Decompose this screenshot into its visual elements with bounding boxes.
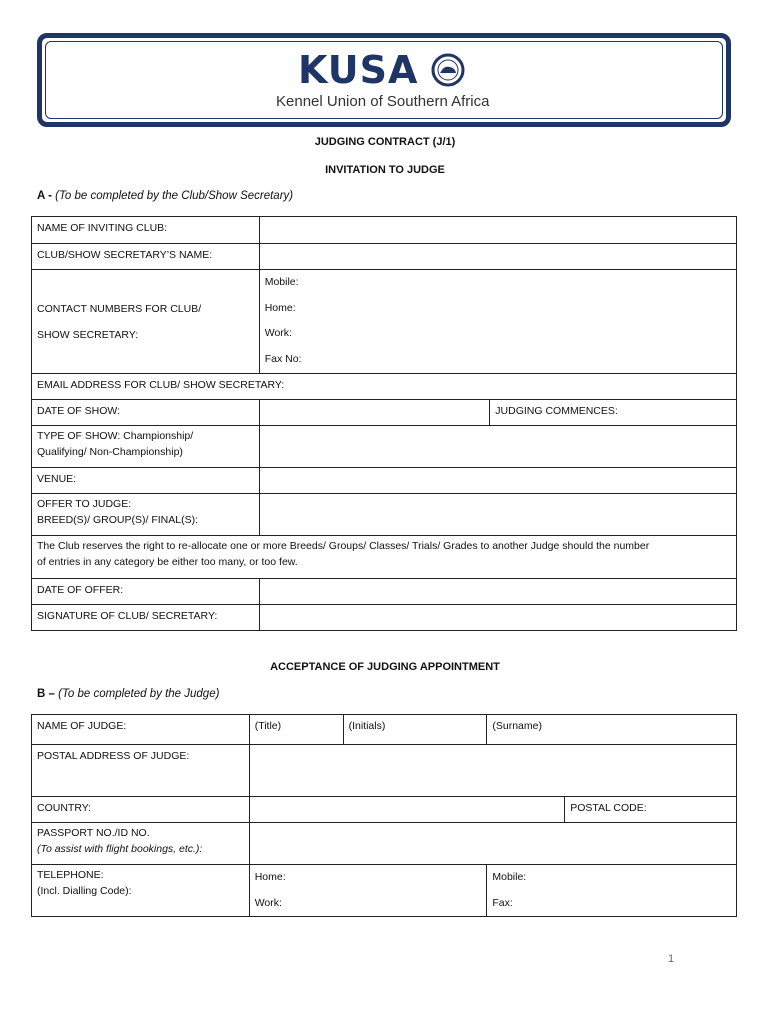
table-row xyxy=(32,536,737,579)
type-of-show-field[interactable] xyxy=(259,426,736,468)
offer-label-line1: OFFER TO JUDGE: xyxy=(37,498,132,510)
section-a-note: (To be completed by the Club/Show Secretary) xyxy=(55,190,294,202)
telephone-label-line1: TELEPHONE: xyxy=(37,869,104,881)
acceptance-title: ACCEPTANCE OF JUDGING APPOINTMENT xyxy=(270,661,500,673)
section-b-table xyxy=(31,714,737,917)
table-row xyxy=(32,270,737,374)
offer-to-judge-label xyxy=(32,494,260,536)
postal-address-label: POSTAL ADDRESS OF JUDGE: xyxy=(32,745,250,797)
judge-title-field[interactable]: (Title) xyxy=(249,715,343,745)
postal-address-field[interactable] xyxy=(249,745,736,797)
table-row xyxy=(32,605,737,631)
date-of-show-label: DATE OF SHOW: xyxy=(32,400,260,426)
contact-numbers-field[interactable] xyxy=(259,270,736,374)
section-b-heading xyxy=(37,688,219,700)
fax-label: Fax No: xyxy=(264,352,302,365)
passport-label-line1: PASSPORT NO./ID NO. xyxy=(37,827,150,839)
venue-field[interactable] xyxy=(259,468,736,494)
reallocation-notice xyxy=(32,536,737,579)
reallocation-line2: of entries in any category be either too many, or too few. xyxy=(37,556,298,568)
judging-commences-field[interactable]: JUDGING COMMENCES: xyxy=(490,400,737,426)
venue-label: VENUE: xyxy=(32,468,260,494)
table-row xyxy=(32,823,737,865)
signature-field[interactable] xyxy=(259,605,736,631)
invitation-title: INVITATION TO JUDGE xyxy=(325,164,445,176)
email-field[interactable]: EMAIL ADDRESS FOR CLUB/ SHOW SECRETARY: xyxy=(32,374,737,400)
date-of-show-field[interactable] xyxy=(259,400,490,426)
passport-label xyxy=(32,823,250,865)
judge-fax-label: Fax: xyxy=(492,896,513,909)
table-row xyxy=(32,374,737,400)
table-row xyxy=(32,865,737,917)
work-label: Work: xyxy=(264,327,292,339)
date-of-offer-field[interactable] xyxy=(259,579,736,605)
mobile-label: Mobile: xyxy=(264,276,299,288)
judge-mobile-label: Mobile: xyxy=(492,871,527,883)
name-of-judge-label: NAME OF JUDGE: xyxy=(32,715,250,745)
table-row xyxy=(32,244,737,270)
table-row xyxy=(32,217,737,244)
table-row xyxy=(32,797,737,823)
table-row xyxy=(32,745,737,797)
table-row xyxy=(32,579,737,605)
telephone-mobile-fax-field[interactable] xyxy=(487,865,737,917)
offer-to-judge-field[interactable] xyxy=(259,494,736,536)
table-row xyxy=(32,400,737,426)
section-b-note: (To be completed by the Judge) xyxy=(58,688,220,700)
table-row xyxy=(32,468,737,494)
section-a-heading xyxy=(37,190,293,202)
signature-label: SIGNATURE OF CLUB/ SECRETARY: xyxy=(32,605,260,631)
judge-surname-field[interactable]: (Surname) xyxy=(487,715,737,745)
home-label: Home: xyxy=(264,301,296,314)
kusa-logo: KUSA xyxy=(298,48,419,92)
section-a-letter: A - xyxy=(37,190,52,202)
country-field[interactable] xyxy=(249,797,565,823)
judge-home-label: Home: xyxy=(254,871,286,883)
table-row xyxy=(32,426,737,468)
country-label: COUNTRY: xyxy=(32,797,250,823)
page-number: 1 xyxy=(668,953,675,965)
inviting-club-field[interactable] xyxy=(259,217,736,244)
judge-work-label: Work: xyxy=(254,896,282,909)
telephone-home-work-field[interactable] xyxy=(249,865,487,917)
judge-initials-field[interactable]: (Initials) xyxy=(343,715,487,745)
table-row xyxy=(32,715,737,745)
contact-label-line1: CONTACT NUMBERS FOR CLUB/ xyxy=(37,302,202,315)
table-row xyxy=(32,494,737,536)
inviting-club-label: NAME OF INVITING CLUB: xyxy=(32,217,260,244)
header-tagline: Kennel Union of Southern Africa xyxy=(276,93,490,110)
contact-label-line2: SHOW SECRETARY: xyxy=(37,328,139,341)
date-of-offer-label: DATE OF OFFER: xyxy=(32,579,260,605)
passport-label-line2: (To assist with flight bookings, etc.): xyxy=(37,843,203,855)
telephone-label xyxy=(32,865,250,917)
section-a-table xyxy=(31,216,737,631)
type-label-line2: Qualifying/ Non-Championship) xyxy=(37,446,183,458)
secretary-name-label: CLUB/SHOW SECRETARY’S NAME: xyxy=(32,244,260,270)
section-b-letter: B – xyxy=(37,688,55,700)
postal-code-field[interactable]: POSTAL CODE: xyxy=(565,797,737,823)
type-label-line1: TYPE OF SHOW: Championship/ xyxy=(37,430,194,442)
reallocation-line1: The Club reserves the right to re-allocate one or more Breeds/ Groups/ Classes/ Trials/ Grades to another Judge should the number xyxy=(37,540,650,552)
passport-field[interactable] xyxy=(249,823,736,865)
contact-numbers-label xyxy=(32,270,260,374)
contract-title: JUDGING CONTRACT (J/1) xyxy=(314,136,456,148)
offer-label-line2: BREED(S)/ GROUP(S)/ FINAL(S): xyxy=(37,514,199,526)
telephone-label-line2: (Incl. Dialling Code): xyxy=(37,885,132,897)
kusa-seal-icon xyxy=(430,53,466,87)
type-of-show-label xyxy=(32,426,260,468)
secretary-name-field[interactable] xyxy=(259,244,736,270)
